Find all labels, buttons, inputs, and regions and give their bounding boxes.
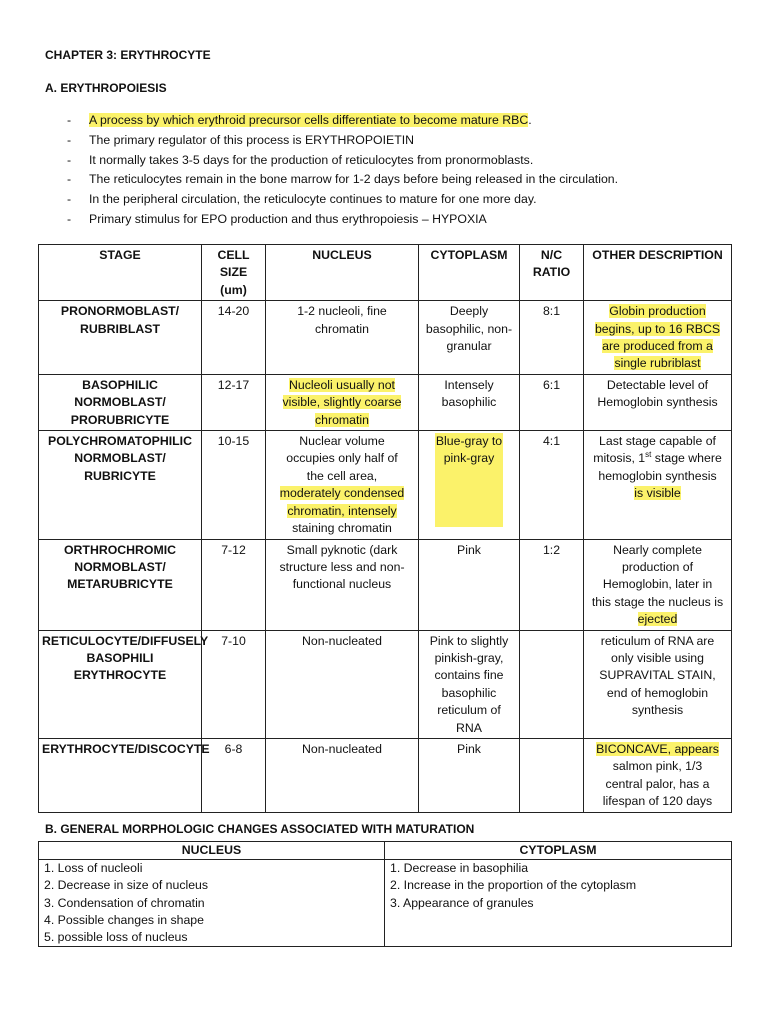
header-stage: STAGE bbox=[39, 245, 202, 301]
table-row bbox=[39, 374, 732, 430]
cytoplasm-cell: Pink bbox=[419, 738, 520, 812]
list-item: 1. Decrease in basophilia bbox=[390, 861, 529, 876]
section-b-title: B. GENERAL MORPHOLOGIC CHANGES ASSOCIATED WITH MATURATION bbox=[45, 822, 475, 836]
header-cytoplasm: CYTOPLASM bbox=[419, 245, 520, 301]
cytoplasm-cell: Intensely basophilic bbox=[419, 374, 520, 430]
header-nucleus: NUCLEUS bbox=[266, 245, 419, 301]
cell-size-cell: 6-8 bbox=[202, 738, 266, 812]
stage-cell: RETICULOCYTE/DIFFUSELY BASOPHILI ERYTHROCYTE bbox=[39, 630, 202, 738]
table-header-row bbox=[39, 245, 732, 301]
list-item: 3. Condensation of chromatin bbox=[44, 895, 205, 910]
cytoplasm-changes-list bbox=[390, 860, 726, 912]
nucleus-cell: Non-nucleated bbox=[266, 630, 419, 738]
list-item: - In the peripheral circulation, the reticulocyte continues to mature for one more day. bbox=[67, 192, 537, 207]
nc-ratio-cell bbox=[520, 630, 584, 738]
other-description-cell: Nearly complete production of Hemoglobin, later in this stage the nucleus is ejected bbox=[584, 539, 732, 630]
cell-size-cell: 7-10 bbox=[202, 630, 266, 738]
list-item: 2. Increase in the proportion of the cytoplasm bbox=[390, 878, 637, 893]
cytoplasm-cell: Pink bbox=[419, 539, 520, 630]
other-description-cell: reticulum of RNA are only visible using SUPRAVITAL STAIN, end of hemoglobin synthesis bbox=[584, 630, 732, 738]
nucleus-cell: Nuclear volume occupies only half of the cell area, moderately condensed chromatin, intensely staining chromatin bbox=[266, 431, 419, 539]
morphologic-changes-table bbox=[38, 841, 732, 947]
list-item: - The reticulocytes remain in the bone marrow for 1-2 days before being released in the circulation. bbox=[67, 172, 619, 187]
stage-cell: BASOPHILIC NORMOBLAST/ PRORUBRICYTE bbox=[39, 374, 202, 430]
nc-ratio-cell: 8:1 bbox=[520, 301, 584, 375]
nc-ratio-cell: 6:1 bbox=[520, 374, 584, 430]
table-row bbox=[39, 630, 732, 738]
cytoplasm-cell: Pink to slightly pinkish-gray, contains fine basophilic reticulum of RNA bbox=[419, 630, 520, 738]
nucleus-changes-list bbox=[44, 860, 379, 946]
list-item: 1. Loss of nucleoli bbox=[44, 861, 143, 876]
erythrocyte-stages-table bbox=[38, 244, 732, 813]
other-description-cell: BICONCAVE, appears salmon pink, 1/3 central palor, has a lifespan of 120 days bbox=[584, 738, 732, 812]
nucleus-cell: Small pyknotic (dark structure less and non- functional nucleus bbox=[266, 539, 419, 630]
nucleus-changes-cell bbox=[39, 860, 385, 947]
nc-ratio-cell: 1:2 bbox=[520, 539, 584, 630]
stage-cell: PRONORMOBLAST/ RUBRIBLAST bbox=[39, 301, 202, 375]
header-other-description: OTHER DESCRIPTION bbox=[584, 245, 732, 301]
cytoplasm-cell: Deeply basophilic, non- granular bbox=[419, 301, 520, 375]
header-nc-ratio: N/C RATIO bbox=[520, 245, 584, 301]
nc-ratio-cell: 4:1 bbox=[520, 431, 584, 539]
list-item: 5. possible loss of nucleus bbox=[44, 930, 188, 945]
other-description-cell: Detectable level of Hemoglobin synthesis bbox=[584, 374, 732, 430]
list-item: 2. Decrease in size of nucleus bbox=[44, 878, 209, 893]
table-row bbox=[39, 738, 732, 812]
other-description-cell: Last stage capable of mitosis, 1st stage where hemoglobin synthesis is visible bbox=[584, 431, 732, 539]
list-item: 3. Appearance of granules bbox=[390, 895, 534, 910]
cell-size-cell: 14-20 bbox=[202, 301, 266, 375]
nucleus-cell: Non-nucleated bbox=[266, 738, 419, 812]
nucleus-cell: 1-2 nucleoli, fine chromatin bbox=[266, 301, 419, 375]
list-item: - The primary regulator of this process is ERYTHROPOIETIN bbox=[67, 132, 415, 147]
table-row bbox=[39, 539, 732, 630]
table-row bbox=[39, 860, 732, 947]
cytoplasm-cell: Blue-gray to pink-gray bbox=[419, 431, 520, 539]
cell-size-cell: 12-17 bbox=[202, 374, 266, 430]
header-cytoplasm: CYTOPLASM bbox=[385, 842, 732, 860]
table-row bbox=[39, 431, 732, 539]
cytoplasm-changes-cell bbox=[385, 860, 732, 947]
cell-size-cell: 10-15 bbox=[202, 431, 266, 539]
stage-cell: POLYCHROMATOPHILIC NORMOBLAST/ RUBRICYTE bbox=[39, 431, 202, 539]
nucleus-cell: Nucleoli usually not visible, slightly coarse chromatin bbox=[266, 374, 419, 430]
header-cell-size: CELL SIZE (um) bbox=[202, 245, 266, 301]
table-header-row bbox=[39, 842, 732, 860]
chapter-title: CHAPTER 3: ERYTHROCYTE bbox=[45, 48, 211, 62]
list-item: - Primary stimulus for EPO production and thus erythropoiesis – HYPOXIA bbox=[67, 211, 487, 226]
table-row bbox=[39, 301, 732, 375]
header-nucleus: NUCLEUS bbox=[39, 842, 385, 860]
list-item: 4. Possible changes in shape bbox=[44, 912, 204, 927]
nc-ratio-cell bbox=[520, 738, 584, 812]
other-description-cell: Globin production begins, up to 16 RBCS are produced from a single rubriblast bbox=[584, 301, 732, 375]
stage-cell: ORTHROCHROMIC NORMOBLAST/ METARUBRICYTE bbox=[39, 539, 202, 630]
cell-size-cell: 7-12 bbox=[202, 539, 266, 630]
list-item: - A process by which erythroid precursor cells differentiate to become mature RBC. bbox=[67, 113, 532, 127]
section-a-title: A. ERYTHROPOIESIS bbox=[45, 81, 167, 95]
erythropoiesis-bullet-list bbox=[62, 111, 742, 230]
list-item: - It normally takes 3-5 days for the production of reticulocytes from pronormoblasts. bbox=[67, 152, 534, 167]
stage-cell: ERYTHROCYTE/DISCOCYTE bbox=[39, 738, 202, 812]
